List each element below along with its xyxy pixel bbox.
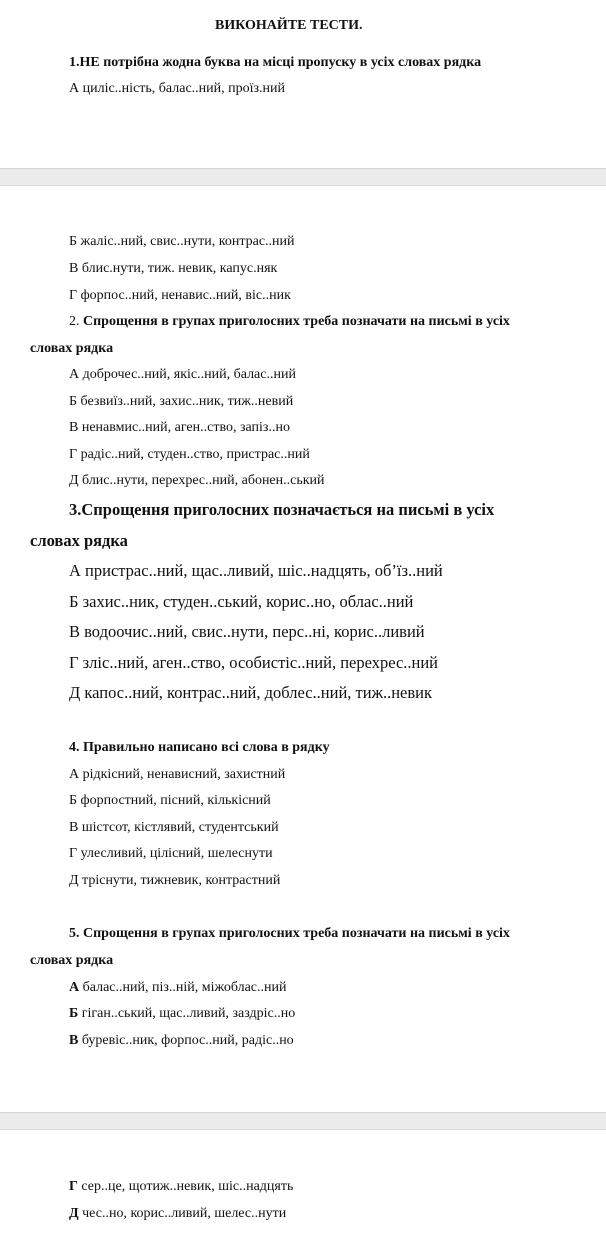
option-5c	[69, 1033, 294, 1049]
question-2	[69, 314, 510, 330]
question-2-number: 2.	[69, 314, 80, 329]
option-2b: Б безвиїз..ний, захис..ник, тиж..невий	[69, 394, 294, 409]
option-3b: Б захис..ник, студен..ський, корис..но, облас..ний	[69, 592, 414, 611]
option-4d: Г улесливий, цілісний, шелеснути	[69, 846, 273, 861]
option-5e-letter: Д	[69, 1206, 79, 1221]
question-1: 1.НЕ потрібна жодна буква на місці пропуску в усіх словах рядка	[69, 55, 482, 70]
option-1a: А циліс..ність, балас..ний, проїз.ний	[69, 81, 286, 96]
question-5-continuation: словах рядка	[30, 953, 114, 968]
option-4c: В шістсот, кістлявий, студентський	[69, 820, 279, 835]
page-break	[0, 1112, 606, 1130]
question-5: 5. Спрощення в групах приголосних треба позначати на письмі в усіх	[69, 926, 510, 941]
option-5c-text: буревіс..ник, форпос..ний, радіс..но	[78, 1033, 294, 1048]
option-3d: Г зліс..ний, аген..ство, особистіс..ний, перехрес..ний	[69, 653, 439, 672]
question-4: 4. Правильно написано всі слова в рядку	[69, 740, 330, 755]
option-2d: Г радіс..ний, студен..ство, пристрас..ний	[69, 447, 310, 462]
option-5b-letter: Б	[69, 1006, 79, 1021]
option-5d	[69, 1179, 293, 1195]
question-2-continuation: словах рядка	[30, 341, 114, 356]
option-5a-text: балас..ний, піз..ній, міжоблас..ний	[79, 980, 287, 995]
option-5d-text: сер..це, щотиж..невик, шіс..надцять	[77, 1179, 294, 1194]
question-3-continuation: словах рядка	[30, 531, 128, 550]
page-break	[0, 168, 606, 186]
option-5b-text: гіган..ський, щас..ливий, заздріс..но	[78, 1006, 296, 1021]
option-5d-letter: Г	[69, 1179, 78, 1194]
option-3e: Д капос..ний, контрас..ний, доблес..ний, тиж..невик	[69, 683, 433, 702]
option-2c: В ненавмис..ний, аген..ство, запіз..но	[69, 420, 290, 435]
page-title: ВИКОНАЙТЕ ТЕСТИ.	[215, 18, 363, 33]
option-5e-text: чес..но, корис..ливий, шелес..нути	[78, 1206, 287, 1221]
option-5a-letter: А	[69, 980, 80, 995]
option-1c: В блис.нути, тиж. невик, капус.няк	[69, 261, 278, 276]
option-5e	[69, 1206, 286, 1222]
option-2e: Д блис..нути, перехрес..ний, абонен..ський	[69, 473, 325, 488]
option-1d: Г форпос..ний, ненавис..ний, віс..ник	[69, 288, 291, 303]
option-3a: А пристрас..ний, щас..ливий, шіс..надцять, об’їз..ний	[69, 561, 443, 580]
question-2-text: Спрощення в групах приголосних треба позначати на письмі в усіх	[83, 314, 510, 329]
option-5a	[69, 980, 287, 996]
option-4b: Б форпостний, пісний, кількісний	[69, 793, 271, 808]
option-4e: Д тріснути, тижневик, контрастний	[69, 873, 281, 888]
option-2a: А доброчес..ний, якіс..ний, балас..ний	[69, 367, 296, 382]
option-3c: В водоочис..ний, свис..нути, перс..ні, корис..ливий	[69, 622, 425, 641]
option-1b: Б жаліс..ний, свис..нути, контрас..ний	[69, 234, 295, 249]
option-5b	[69, 1006, 295, 1022]
option-5c-letter: В	[69, 1033, 79, 1048]
option-4a: А рідкісний, ненависний, захистний	[69, 767, 286, 782]
question-3: 3.Спрощення приголосних позначається на письмі в усіх	[69, 500, 495, 519]
